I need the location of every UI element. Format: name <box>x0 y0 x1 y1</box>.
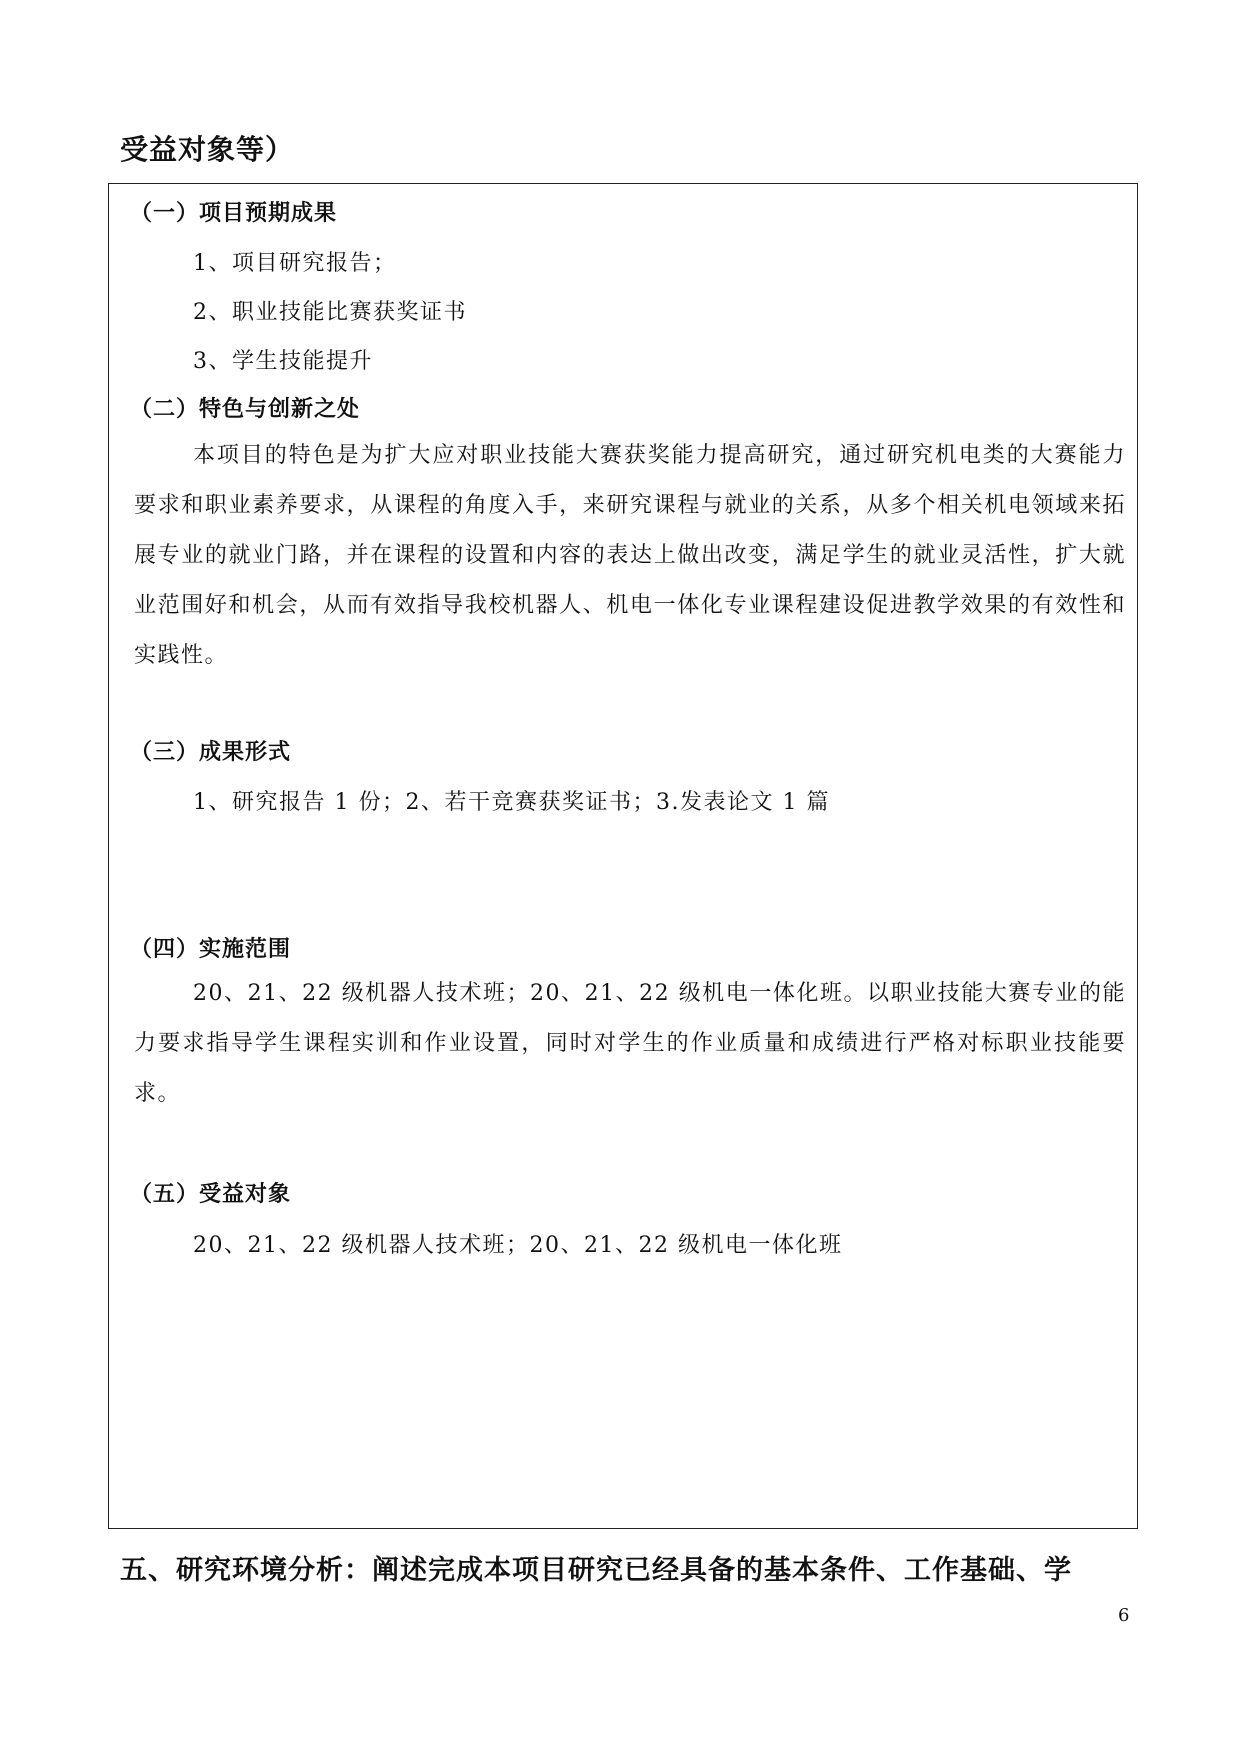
list-item: 2、职业技能比赛获奖证书 <box>193 300 467 325</box>
beneficiaries-text: 20、21、22 级机器人技术班；20、21、22 级机电一体化班 <box>193 1233 843 1258</box>
section-title-expected-results: （一）项目预期成果 <box>130 200 338 226</box>
section-title-scope: （四）实施范围 <box>130 936 292 962</box>
section-title-beneficiaries: （五）受益对象 <box>130 1181 292 1207</box>
section-heading-research-environment: 五、研究环境分析：阐述完成本项目研究已经具备的基本条件、工作基础、学 <box>120 1555 1072 1586</box>
section-title-features: （二）特色与创新之处 <box>130 396 361 422</box>
section-heading-continued: 受益对象等） <box>120 133 295 166</box>
scope-paragraph: 20、21、22 级机器人技术班；20、21、22 级机电一体化班。以职业技能大赛专业的能力要求指导学生课程实训和作业设置，同时对学生的作业质量和成绩进行严格对标职业技能要求。 <box>134 981 1126 1106</box>
list-item: 1、项目研究报告； <box>193 251 397 276</box>
features-paragraph: 本项目的特色是为扩大应对职业技能大赛获奖能力提高研究，通过研究机电类的大赛能力要求和职业素养要求，从课程的角度入手，来研究课程与就业的关系，从多个相关机电领域来拓展专业的就业门路，并在课程的设置和内容的表达上做出改变，满足学生的就业灵活性，扩大就业范围好和机会，从而有效指导我校机器人、机电一体化专业课程建设促进教学效果的有效性和实践性。 <box>134 443 1126 668</box>
list-item: 3、学生技能提升 <box>193 349 373 374</box>
section-title-result-forms: （三）成果形式 <box>130 739 292 765</box>
result-forms-text: 1、研究报告 1 份；2、若干竞赛获奖证书；3.发表论文 1 篇 <box>193 790 830 815</box>
content-box <box>108 183 1138 1529</box>
page-number: 6 <box>1118 1605 1130 1626</box>
